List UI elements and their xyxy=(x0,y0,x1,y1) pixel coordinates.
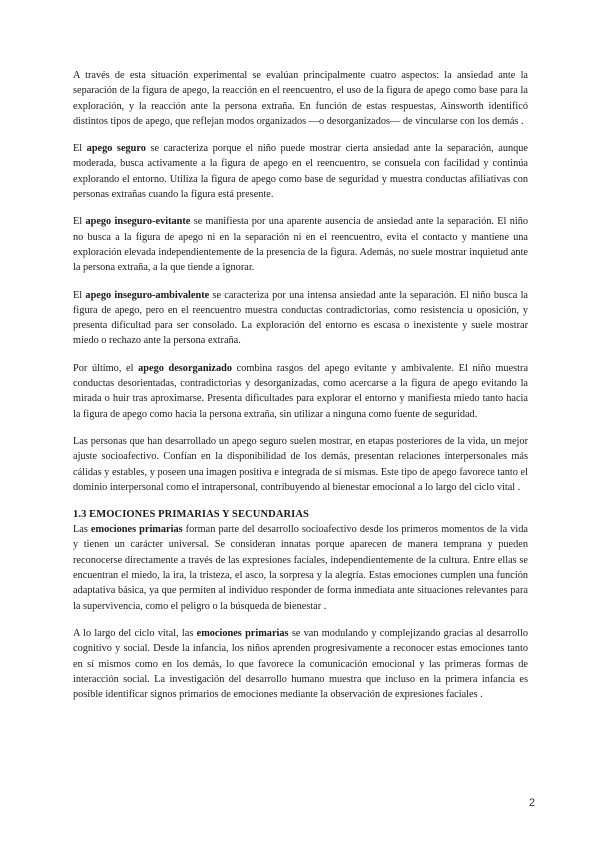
paragraph-text: se van modulando y complejizando gracias al desarrollo cognitivo y social. Desde la infancia, los niños aprenden progresivamente a reconocer estas emociones tanto en sí mismos como en los demás, lo que favorece la comunicación emocional y las primeras formas de interacción social. La investigación del desarrollo humano muestra que incluso en la primera infancia es posible identificar signos primarios de emociones mediante la observación de expresiones faciales . xyxy=(73,627,528,701)
term-apego-evitante: apego inseguro-evitante xyxy=(85,216,191,228)
paragraph-text: A lo largo del ciclo vital, las xyxy=(73,627,197,639)
paragraph-primary-emotions xyxy=(73,522,528,614)
term-apego-seguro: apego seguro xyxy=(86,143,146,155)
paragraph-ambivalent-attachment xyxy=(73,288,528,349)
paragraph-text: Por último, el xyxy=(73,362,139,374)
paragraph-secure-attachment xyxy=(73,141,528,202)
term-apego-ambivalente: apego inseguro-ambivalente xyxy=(85,289,210,301)
paragraph-text: El xyxy=(73,143,87,155)
term-apego-desorganizado: apego desorganizado xyxy=(138,362,233,374)
section-heading: 1.3 EMOCIONES PRIMARIAS Y SECUNDARIAS xyxy=(73,509,309,521)
term-emociones-primarias-2: emociones primarias xyxy=(196,627,289,639)
paragraph-avoidant-attachment xyxy=(73,214,528,275)
paragraph-disorganized-attachment xyxy=(73,361,528,422)
paragraph-text: forman parte del desarrollo socioafectivo desde los primeros momentos de la vida y tienen un carácter universal. Se consideran innatas porque aparecen de manera temprana y pueden reconocerse directamente a través de las expresiones faciales, independientemente de la cultura. Entre ellas se encuentran el miedo, la ira, la tristeza, el asco, la sorpresa y la alegría. Estas emociones cumplen una función adaptativa básica, ya que permiten al individuo responder de forma inmediata ante situaciones relevantes para la supervivencia, como el peligro o la búsqueda de bienestar . xyxy=(73,524,528,612)
paragraph-text: combina rasgos del apego evitante y ambivalente. El niño muestra conductas desorientadas, contradictorias y desorganizadas, como acercarse a la figura de apego evitando la mirada o huir tras aproximarse. Presenta dificultades para explorar el entorno y manifiesta miedo tanto hacia la figura de apego como hacia la persona extraña, sin utilizar a ninguna como fuente de seguridad. xyxy=(73,362,529,420)
paragraph-text: se caracteriza porque el niño puede mostrar cierta ansiedad ante la separación, aunque moderada, busca activamente a la figura de apego en el reencuentro, se consuela con facilidad y continúa explorando el entorno. Utiliza la figura de apego como base de seguridad y muestra conductas afiliativas con personas extrañas cuando la figura está presente. xyxy=(73,143,528,201)
paragraph-text: A través de esta situación experimental se evalúan principalmente cuatro aspectos: la ansiedad ante la separación de la figura de apego, la reacción en el reencuentro, el uso de la figura de apego como base para la exploración, y la reacción ante la persona extraña. En función de estas respuestas, Ainsworth identificó distintos tipos de apego, que reflejan modos organizados —o desorganizados— de vincularse con los demás . xyxy=(73,70,528,127)
paragraph-text: Las personas que han desarrollado un apego seguro suelen mostrar, en etapas posteriores de la vida, un mejor ajuste socioafectivo. Confían en la disponibilidad de los demás, presentan relaciones interpersonales más cálidas y estables, y poseen una imagen positiva e integrada de sí mismas. Este tipo de apego favorece tanto el dominio interpersonal como el intrapersonal, contribuyendo al bienestar emocional a lo largo del ciclo vital . xyxy=(73,435,528,493)
paragraph-text: El xyxy=(73,289,86,301)
paragraph-text: Las xyxy=(73,524,91,536)
paragraph-text: se manifiesta por una aparente ausencia de ansiedad ante la separación. El niño no busca a la figura de apego ni en la separación ni en el reencuentro, evita el contacto y mantiene una exploración elevada independientemente de la presencia de la figura. Además, no suele mostrar inquietud ante la persona extraña, a la que tiende a ignorar. xyxy=(73,216,529,274)
paragraph-emotion-development xyxy=(73,626,528,702)
paragraph-text: se caracteriza por una intensa ansiedad ante la separación. El niño busca la figura de apego, pero en el reencuentro muestra conductas contradictorias, como resistencia u oposición, y presenta dificultad para ser consolado. La exploración del entorno es escasa o inexistente y suele mostrar miedo o rechazo ante la persona extraña. xyxy=(73,289,528,347)
page-body xyxy=(73,68,528,714)
paragraph-secure-outcomes xyxy=(73,434,528,495)
term-emociones-primarias: emociones primarias xyxy=(90,524,183,536)
paragraph-strange-situation xyxy=(73,68,528,129)
page-number: 2 xyxy=(528,797,535,809)
paragraph-text: El xyxy=(73,216,86,228)
